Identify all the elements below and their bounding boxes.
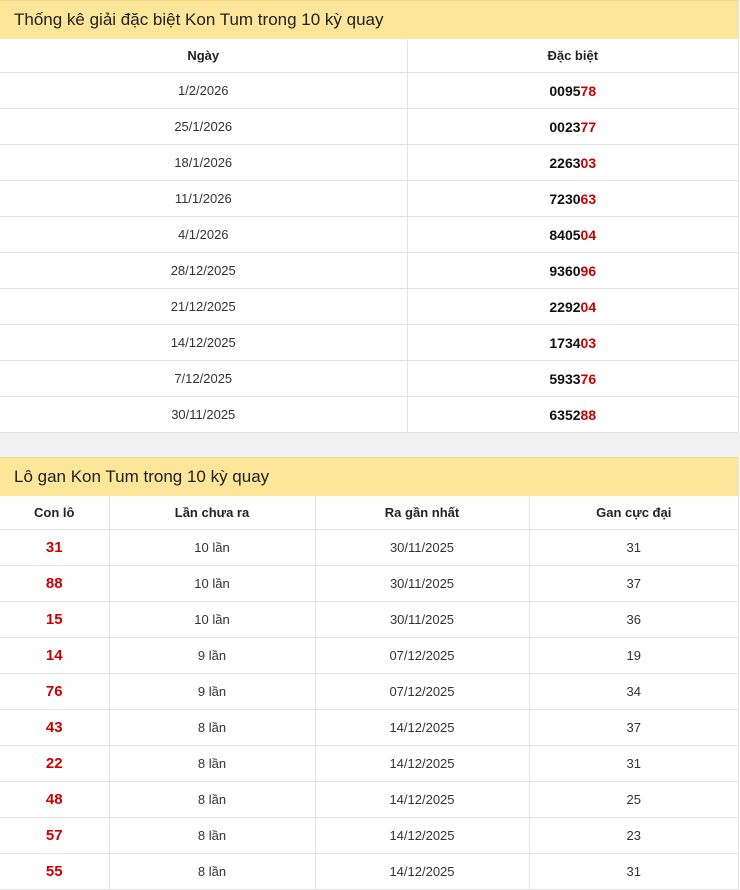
last-seen-date: 14/12/2025 <box>315 746 529 782</box>
table-row <box>0 289 738 325</box>
special-prize-table <box>0 39 738 433</box>
special-number-head: 0095 <box>549 82 581 99</box>
missed-count: 9 lần <box>109 638 315 674</box>
last-seen-date: 14/12/2025 <box>315 818 529 854</box>
special-number-tail: 78 <box>580 82 597 99</box>
special-number-head: 1734 <box>549 334 581 351</box>
special-number <box>407 217 738 253</box>
missed-count: 8 lần <box>109 710 315 746</box>
special-number <box>407 289 738 325</box>
table-row <box>0 109 738 145</box>
special-number <box>407 325 738 361</box>
special-number-head: 5933 <box>549 370 581 387</box>
special-number-tail: 63 <box>580 190 597 207</box>
table-row <box>0 602 738 638</box>
special-number-head: 2263 <box>549 154 581 171</box>
draw-date: 28/12/2025 <box>0 253 407 289</box>
missed-count: 8 lần <box>109 746 315 782</box>
missed-count: 8 lần <box>109 818 315 854</box>
column-header-missed: Lần chưa ra <box>109 496 315 530</box>
lo-number: 22 <box>0 746 109 782</box>
table-row <box>0 566 738 602</box>
draw-date: 1/2/2026 <box>0 73 407 109</box>
column-header-special: Đặc biệt <box>407 39 738 73</box>
max-gap: 34 <box>529 674 738 710</box>
column-header-max: Gan cực đại <box>529 496 738 530</box>
special-number-head: 0023 <box>549 118 581 135</box>
special-number <box>407 397 738 433</box>
table-row <box>0 325 738 361</box>
table-row <box>0 674 738 710</box>
gan-table <box>0 496 738 890</box>
table-row <box>0 782 738 818</box>
lo-number: 48 <box>0 782 109 818</box>
table-row <box>0 638 738 674</box>
special-number <box>407 253 738 289</box>
table-row <box>0 181 738 217</box>
special-number <box>407 361 738 397</box>
special-number <box>407 145 738 181</box>
table-row <box>0 397 738 433</box>
max-gap: 23 <box>529 818 738 854</box>
missed-count: 8 lần <box>109 782 315 818</box>
last-seen-date: 14/12/2025 <box>315 710 529 746</box>
special-number-head: 6352 <box>549 406 581 423</box>
table-row <box>0 710 738 746</box>
max-gap: 31 <box>529 854 738 890</box>
gan-section <box>0 457 739 890</box>
special-number-tail: 77 <box>580 118 597 135</box>
max-gap: 31 <box>529 746 738 782</box>
draw-date: 7/12/2025 <box>0 361 407 397</box>
max-gap: 37 <box>529 566 738 602</box>
special-number-tail: 04 <box>580 226 597 243</box>
lo-number: 57 <box>0 818 109 854</box>
max-gap: 36 <box>529 602 738 638</box>
special-number-tail: 03 <box>580 334 597 351</box>
draw-date: 25/1/2026 <box>0 109 407 145</box>
special-number-tail: 88 <box>580 406 597 423</box>
table-row <box>0 818 738 854</box>
last-seen-date: 30/11/2025 <box>315 530 529 566</box>
max-gap: 19 <box>529 638 738 674</box>
special-number <box>407 73 738 109</box>
last-seen-date: 14/12/2025 <box>315 854 529 890</box>
lo-number: 55 <box>0 854 109 890</box>
table-row <box>0 854 738 890</box>
lo-number: 76 <box>0 674 109 710</box>
special-number-head: 7230 <box>549 190 581 207</box>
gan-title: Lô gan Kon Tum trong 10 kỳ quay <box>0 457 738 496</box>
special-prize-section <box>0 0 739 433</box>
table-row <box>0 217 738 253</box>
last-seen-date: 30/11/2025 <box>315 602 529 638</box>
table-row <box>0 145 738 181</box>
draw-date: 18/1/2026 <box>0 145 407 181</box>
special-number-tail: 04 <box>580 298 597 315</box>
missed-count: 9 lần <box>109 674 315 710</box>
table-row <box>0 530 738 566</box>
draw-date: 11/1/2026 <box>0 181 407 217</box>
column-header-last: Ra gần nhất <box>315 496 529 530</box>
max-gap: 25 <box>529 782 738 818</box>
last-seen-date: 07/12/2025 <box>315 638 529 674</box>
last-seen-date: 14/12/2025 <box>315 782 529 818</box>
max-gap: 37 <box>529 710 738 746</box>
special-number-head: 9360 <box>549 262 581 279</box>
max-gap: 31 <box>529 530 738 566</box>
draw-date: 4/1/2026 <box>0 217 407 253</box>
lo-number: 31 <box>0 530 109 566</box>
lo-number: 43 <box>0 710 109 746</box>
table-row <box>0 746 738 782</box>
table-header-row <box>0 39 738 73</box>
section-gap <box>0 433 740 457</box>
special-number-tail: 76 <box>580 370 597 387</box>
missed-count: 10 lần <box>109 602 315 638</box>
missed-count: 10 lần <box>109 530 315 566</box>
special-number-head: 2292 <box>549 298 581 315</box>
special-number <box>407 181 738 217</box>
table-row <box>0 361 738 397</box>
special-number-tail: 96 <box>580 262 597 279</box>
draw-date: 14/12/2025 <box>0 325 407 361</box>
draw-date: 21/12/2025 <box>0 289 407 325</box>
missed-count: 10 lần <box>109 566 315 602</box>
draw-date: 30/11/2025 <box>0 397 407 433</box>
table-row <box>0 253 738 289</box>
special-number-tail: 03 <box>580 154 597 171</box>
lo-number: 14 <box>0 638 109 674</box>
last-seen-date: 07/12/2025 <box>315 674 529 710</box>
lo-number: 15 <box>0 602 109 638</box>
special-number-head: 8405 <box>549 226 581 243</box>
special-number <box>407 109 738 145</box>
missed-count: 8 lần <box>109 854 315 890</box>
column-header-date: Ngày <box>0 39 407 73</box>
last-seen-date: 30/11/2025 <box>315 566 529 602</box>
table-row <box>0 73 738 109</box>
table-header-row <box>0 496 738 530</box>
column-header-lo: Con lô <box>0 496 109 530</box>
special-prize-title: Thống kê giải đặc biệt Kon Tum trong 10 kỳ quay <box>0 0 738 39</box>
lo-number: 88 <box>0 566 109 602</box>
